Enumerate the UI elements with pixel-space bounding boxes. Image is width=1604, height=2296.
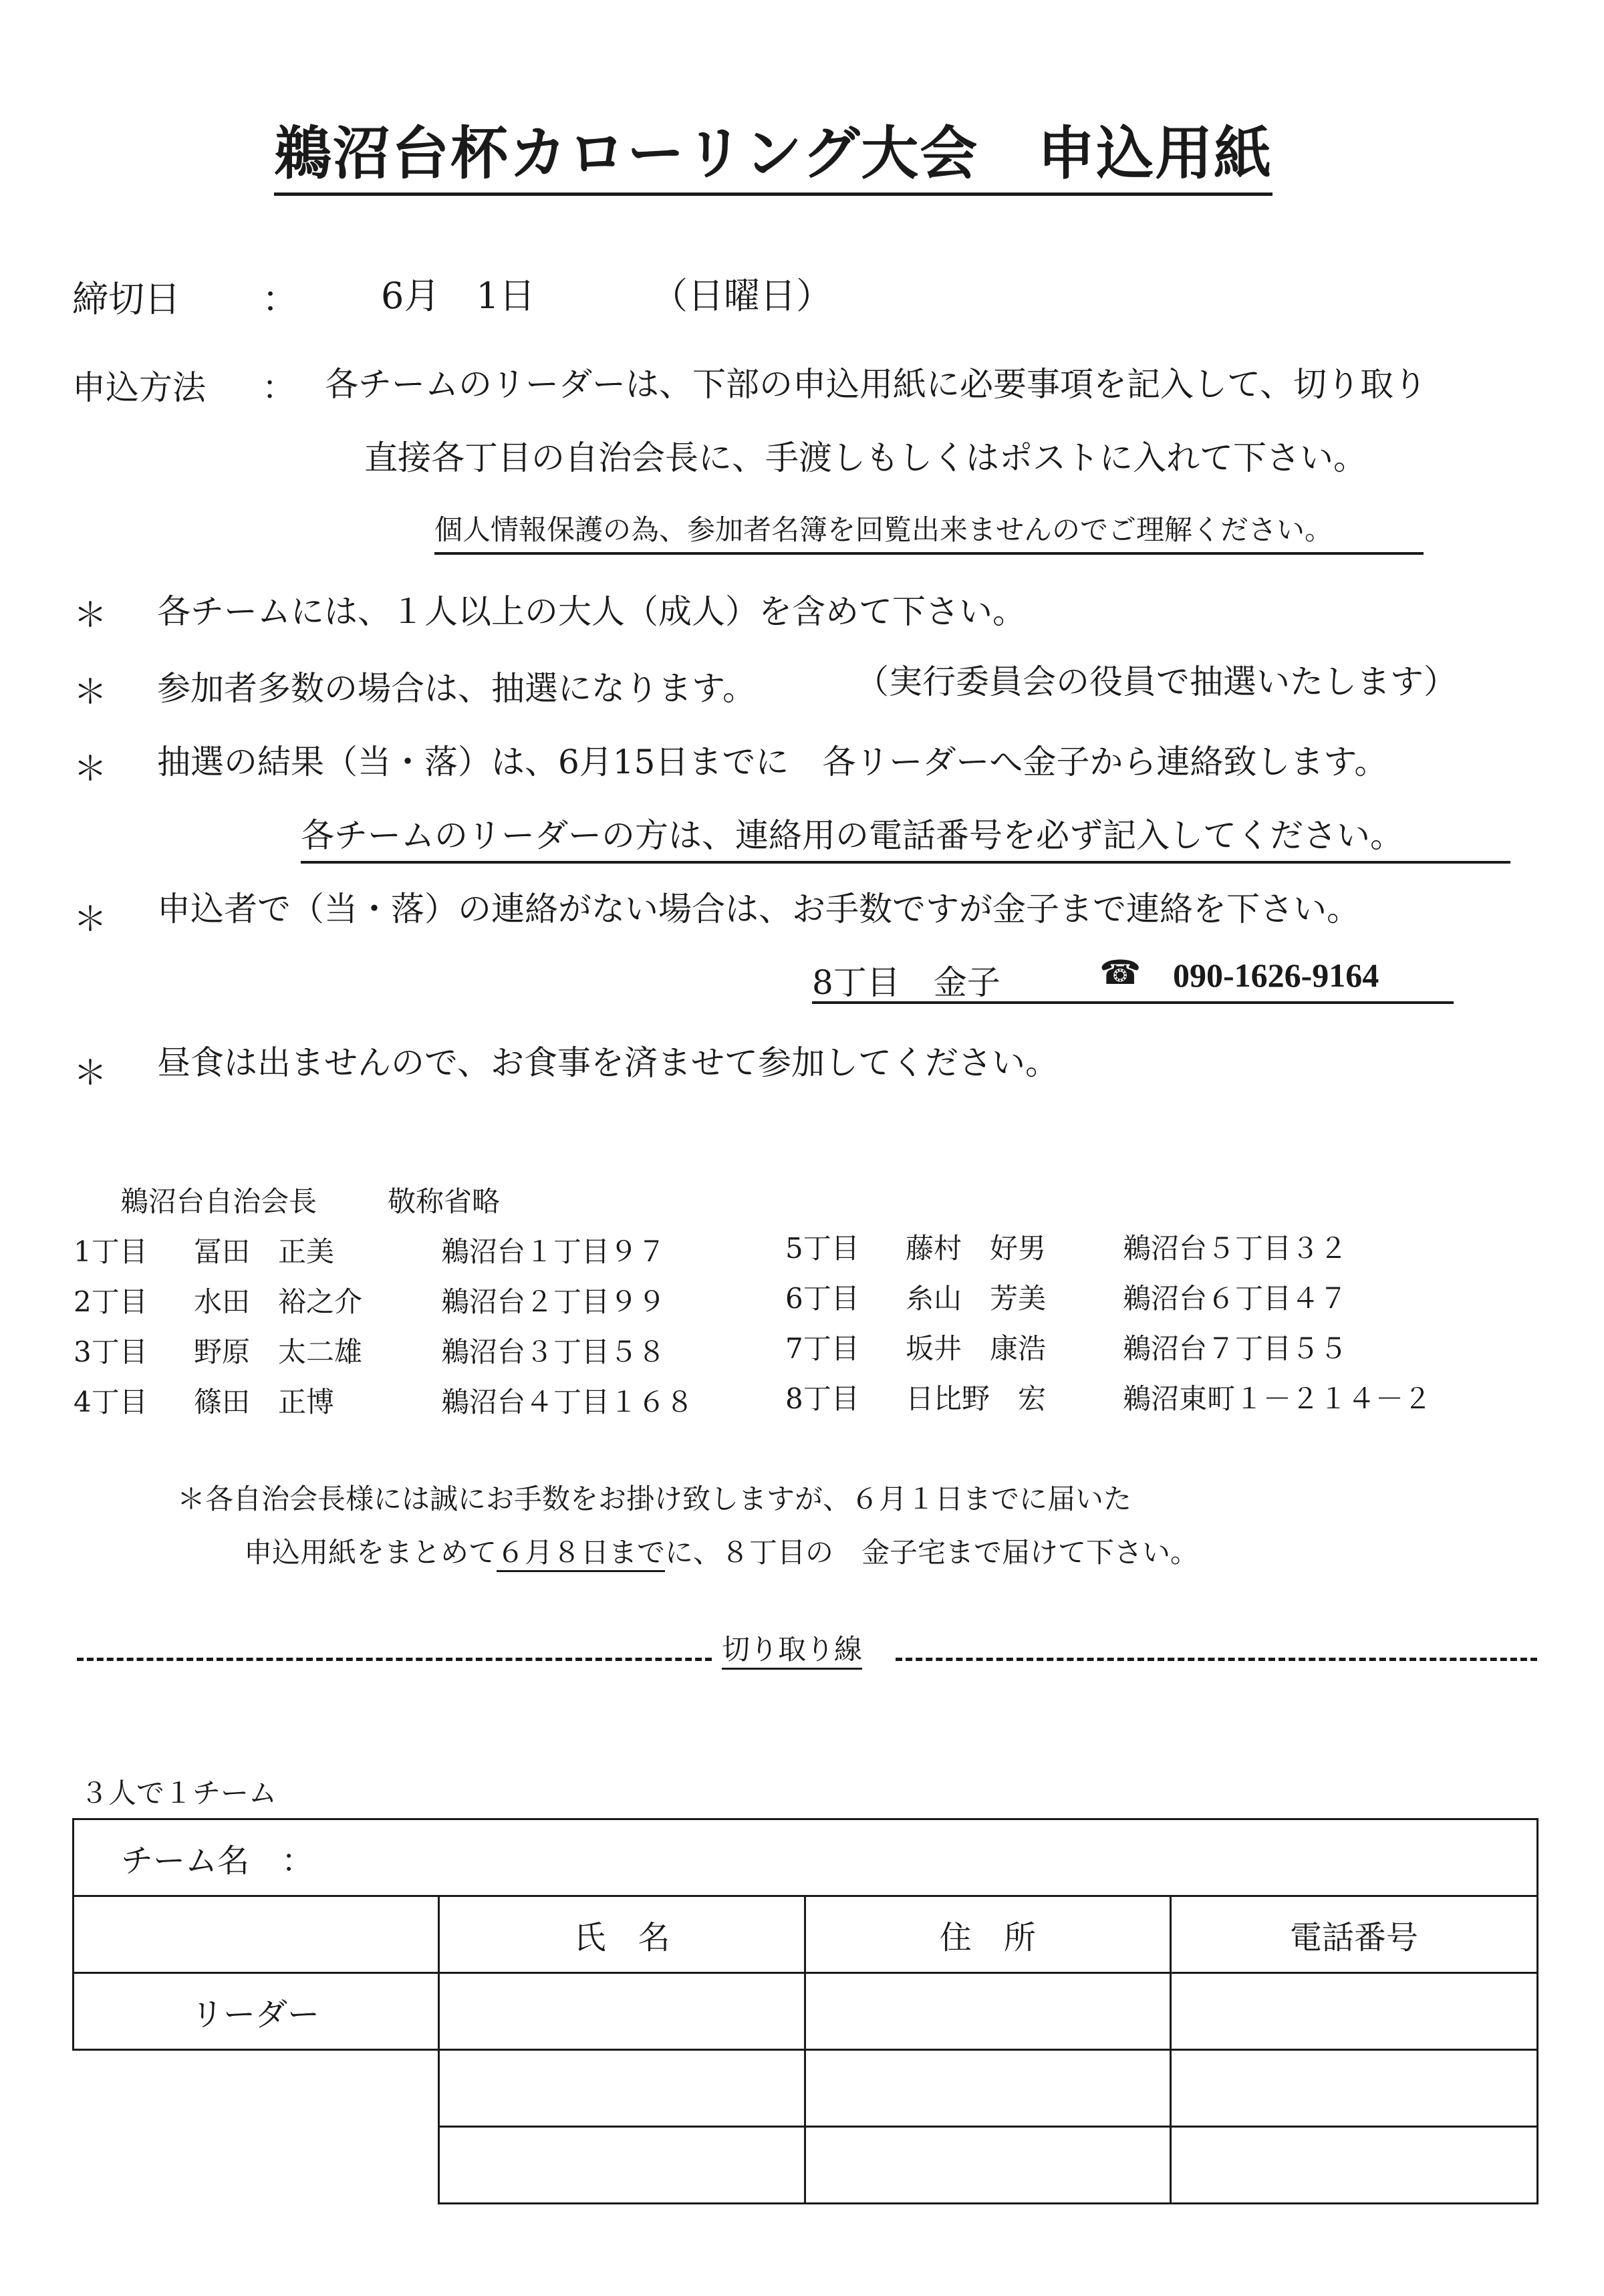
member-address-cell[interactable] — [805, 2050, 1170, 2127]
team-name-cell[interactable] — [74, 1819, 1538, 1896]
method-line2: 直接各丁目の自治会長に、手渡しもしくはポストに入れて下さい。 — [364, 438, 1367, 477]
footer-line1: ＊各自治会長様には誠にお手数をお掛け致しますが、６月１日までに届いた — [177, 1483, 1132, 1515]
leader-address-cell[interactable] — [805, 1973, 1170, 2050]
note-1: 各チームには、１人以上の大人（成人）を含めて下さい。 — [157, 592, 1026, 631]
bullet-3: ＊ — [74, 749, 107, 788]
phone-icon: ☎ — [1099, 953, 1142, 992]
bullet-1: ＊ — [74, 596, 107, 634]
team-name-label: チーム名 ： — [121, 1841, 314, 1880]
member-label-cell — [74, 2127, 439, 2204]
chair-address: 鵜沼台６丁目４７ — [1123, 1282, 1348, 1315]
note-3: 抽選の結果（当・落）は、6月15日までに 各リーダーへ金子から連絡致します。 — [157, 743, 1388, 781]
chair-address: 鵜沼東町１－２１４－２ — [1123, 1382, 1432, 1415]
contact-line — [812, 953, 1454, 1004]
deadline-colon: ： — [262, 278, 298, 320]
chair-name: 糸山 芳美 — [906, 1282, 1047, 1315]
header-address-text: 住 所 — [939, 1918, 1036, 1956]
chair-name: 野原 太二雄 — [194, 1335, 363, 1368]
chairs-heading: 鵜沼台自治会長 — [120, 1185, 317, 1218]
page-title: 鵜沼台杯カローリング大会 申込用紙 — [274, 107, 1273, 196]
chair-address: 鵜沼台２丁目９９ — [441, 1285, 666, 1318]
method-colon: ： — [262, 368, 295, 407]
bullet-4: ＊ — [74, 900, 107, 938]
chair-block: 6丁目 — [785, 1282, 859, 1315]
chair-block: 7丁目 — [785, 1332, 859, 1365]
leader-label: リーダー — [191, 1995, 320, 2033]
chair-address: 鵜沼台１丁目９７ — [441, 1235, 666, 1268]
header-name — [439, 1896, 805, 1973]
contact-phone: 090-1626-9164 — [1173, 956, 1379, 994]
chair-block: 4丁目 — [74, 1386, 148, 1418]
method-line1: 各チームのリーダーは、下部の申込用紙に必要事項を記入して、切り取り — [325, 365, 1427, 404]
cut-line-label: 切り取り線 — [722, 1628, 862, 1670]
leader-phone-note: 各チームのリーダーの方は、連絡用の電話番号を必ず記入してください。 — [301, 809, 1510, 864]
leader-phone-cell[interactable] — [1170, 1973, 1537, 2050]
team-size-note: ３人で１チーム — [80, 1777, 277, 1809]
chair-address: 鵜沼台４丁目１６８ — [441, 1386, 694, 1418]
application-form-table — [72, 1818, 1539, 2204]
chair-name: 日比野 宏 — [906, 1382, 1047, 1415]
member-address-cell[interactable] — [805, 2127, 1170, 2204]
chair-address: 鵜沼台３丁目５８ — [441, 1335, 666, 1368]
header-phone-text: 電話番号 — [1289, 1918, 1418, 1956]
member-name-cell[interactable] — [439, 2127, 805, 2204]
contact-name: 8丁目 金子 — [812, 963, 1000, 1002]
deadline-weekday: （日曜日） — [652, 275, 832, 317]
chair-block: 8丁目 — [785, 1382, 859, 1415]
header-phone — [1170, 1896, 1537, 1973]
deadline-date: 6月 1日 — [381, 275, 535, 317]
footer-line2 — [244, 1531, 1198, 1571]
bullet-2: ＊ — [74, 672, 107, 711]
footer-line2-a: 申込用紙をまとめて — [244, 1536, 497, 1569]
method-label: 申込方法 — [72, 368, 206, 407]
note-2: 参加者多数の場合は、抽選になります。 — [157, 669, 756, 708]
footer-deadline: ６月８日まで — [497, 1536, 665, 1572]
leader-name-cell[interactable] — [439, 1973, 805, 2050]
cut-line-left — [77, 1658, 712, 1661]
header-name-text: 氏 名 — [573, 1918, 670, 1956]
chair-block: 2丁目 — [74, 1285, 148, 1318]
chair-block: 3丁目 — [74, 1335, 148, 1368]
header-address — [805, 1896, 1170, 1973]
member-phone-cell[interactable] — [1170, 2050, 1537, 2127]
leader-label-cell — [74, 1973, 439, 2050]
chair-block: 5丁目 — [785, 1232, 859, 1265]
chair-block: 1丁目 — [74, 1235, 148, 1268]
header-empty-cell — [74, 1896, 439, 1973]
deadline-label: 締切日 — [72, 278, 180, 320]
bullet-5: ＊ — [74, 1053, 107, 1092]
cut-line-right — [896, 1658, 1537, 1661]
chair-name: 藤村 好男 — [906, 1232, 1047, 1265]
member-phone-cell[interactable] — [1170, 2127, 1537, 2204]
chair-name: 水田 裕之介 — [194, 1285, 363, 1318]
chair-address: 鵜沼台７丁目５５ — [1123, 1332, 1348, 1365]
chair-name: 坂井 康浩 — [906, 1332, 1047, 1365]
note-5: 昼食は出ませんので、お食事を済ませて参加してください。 — [157, 1043, 1059, 1082]
note-2-committee: （実行委員会の役員で抽選いたします） — [855, 662, 1457, 701]
chair-address: 鵜沼台５丁目３２ — [1123, 1232, 1348, 1265]
member-name-cell[interactable] — [439, 2050, 805, 2127]
footer-line2-b: に、８丁目の 金子宅まで届けて下さい。 — [665, 1536, 1199, 1569]
privacy-note: 個人情報保護の為、参加者名簿を回覧出来ませんのでご理解ください。 — [434, 508, 1424, 555]
chairs-honorific: 敬称省略 — [388, 1185, 501, 1218]
member-label-cell — [74, 2050, 439, 2127]
chair-name: 篠田 正博 — [194, 1386, 335, 1418]
note-4: 申込者で（当・落）の連絡がない場合は、お手数ですが金子まで連絡を下さい。 — [157, 890, 1360, 928]
chair-name: 冨田 正美 — [194, 1235, 335, 1268]
